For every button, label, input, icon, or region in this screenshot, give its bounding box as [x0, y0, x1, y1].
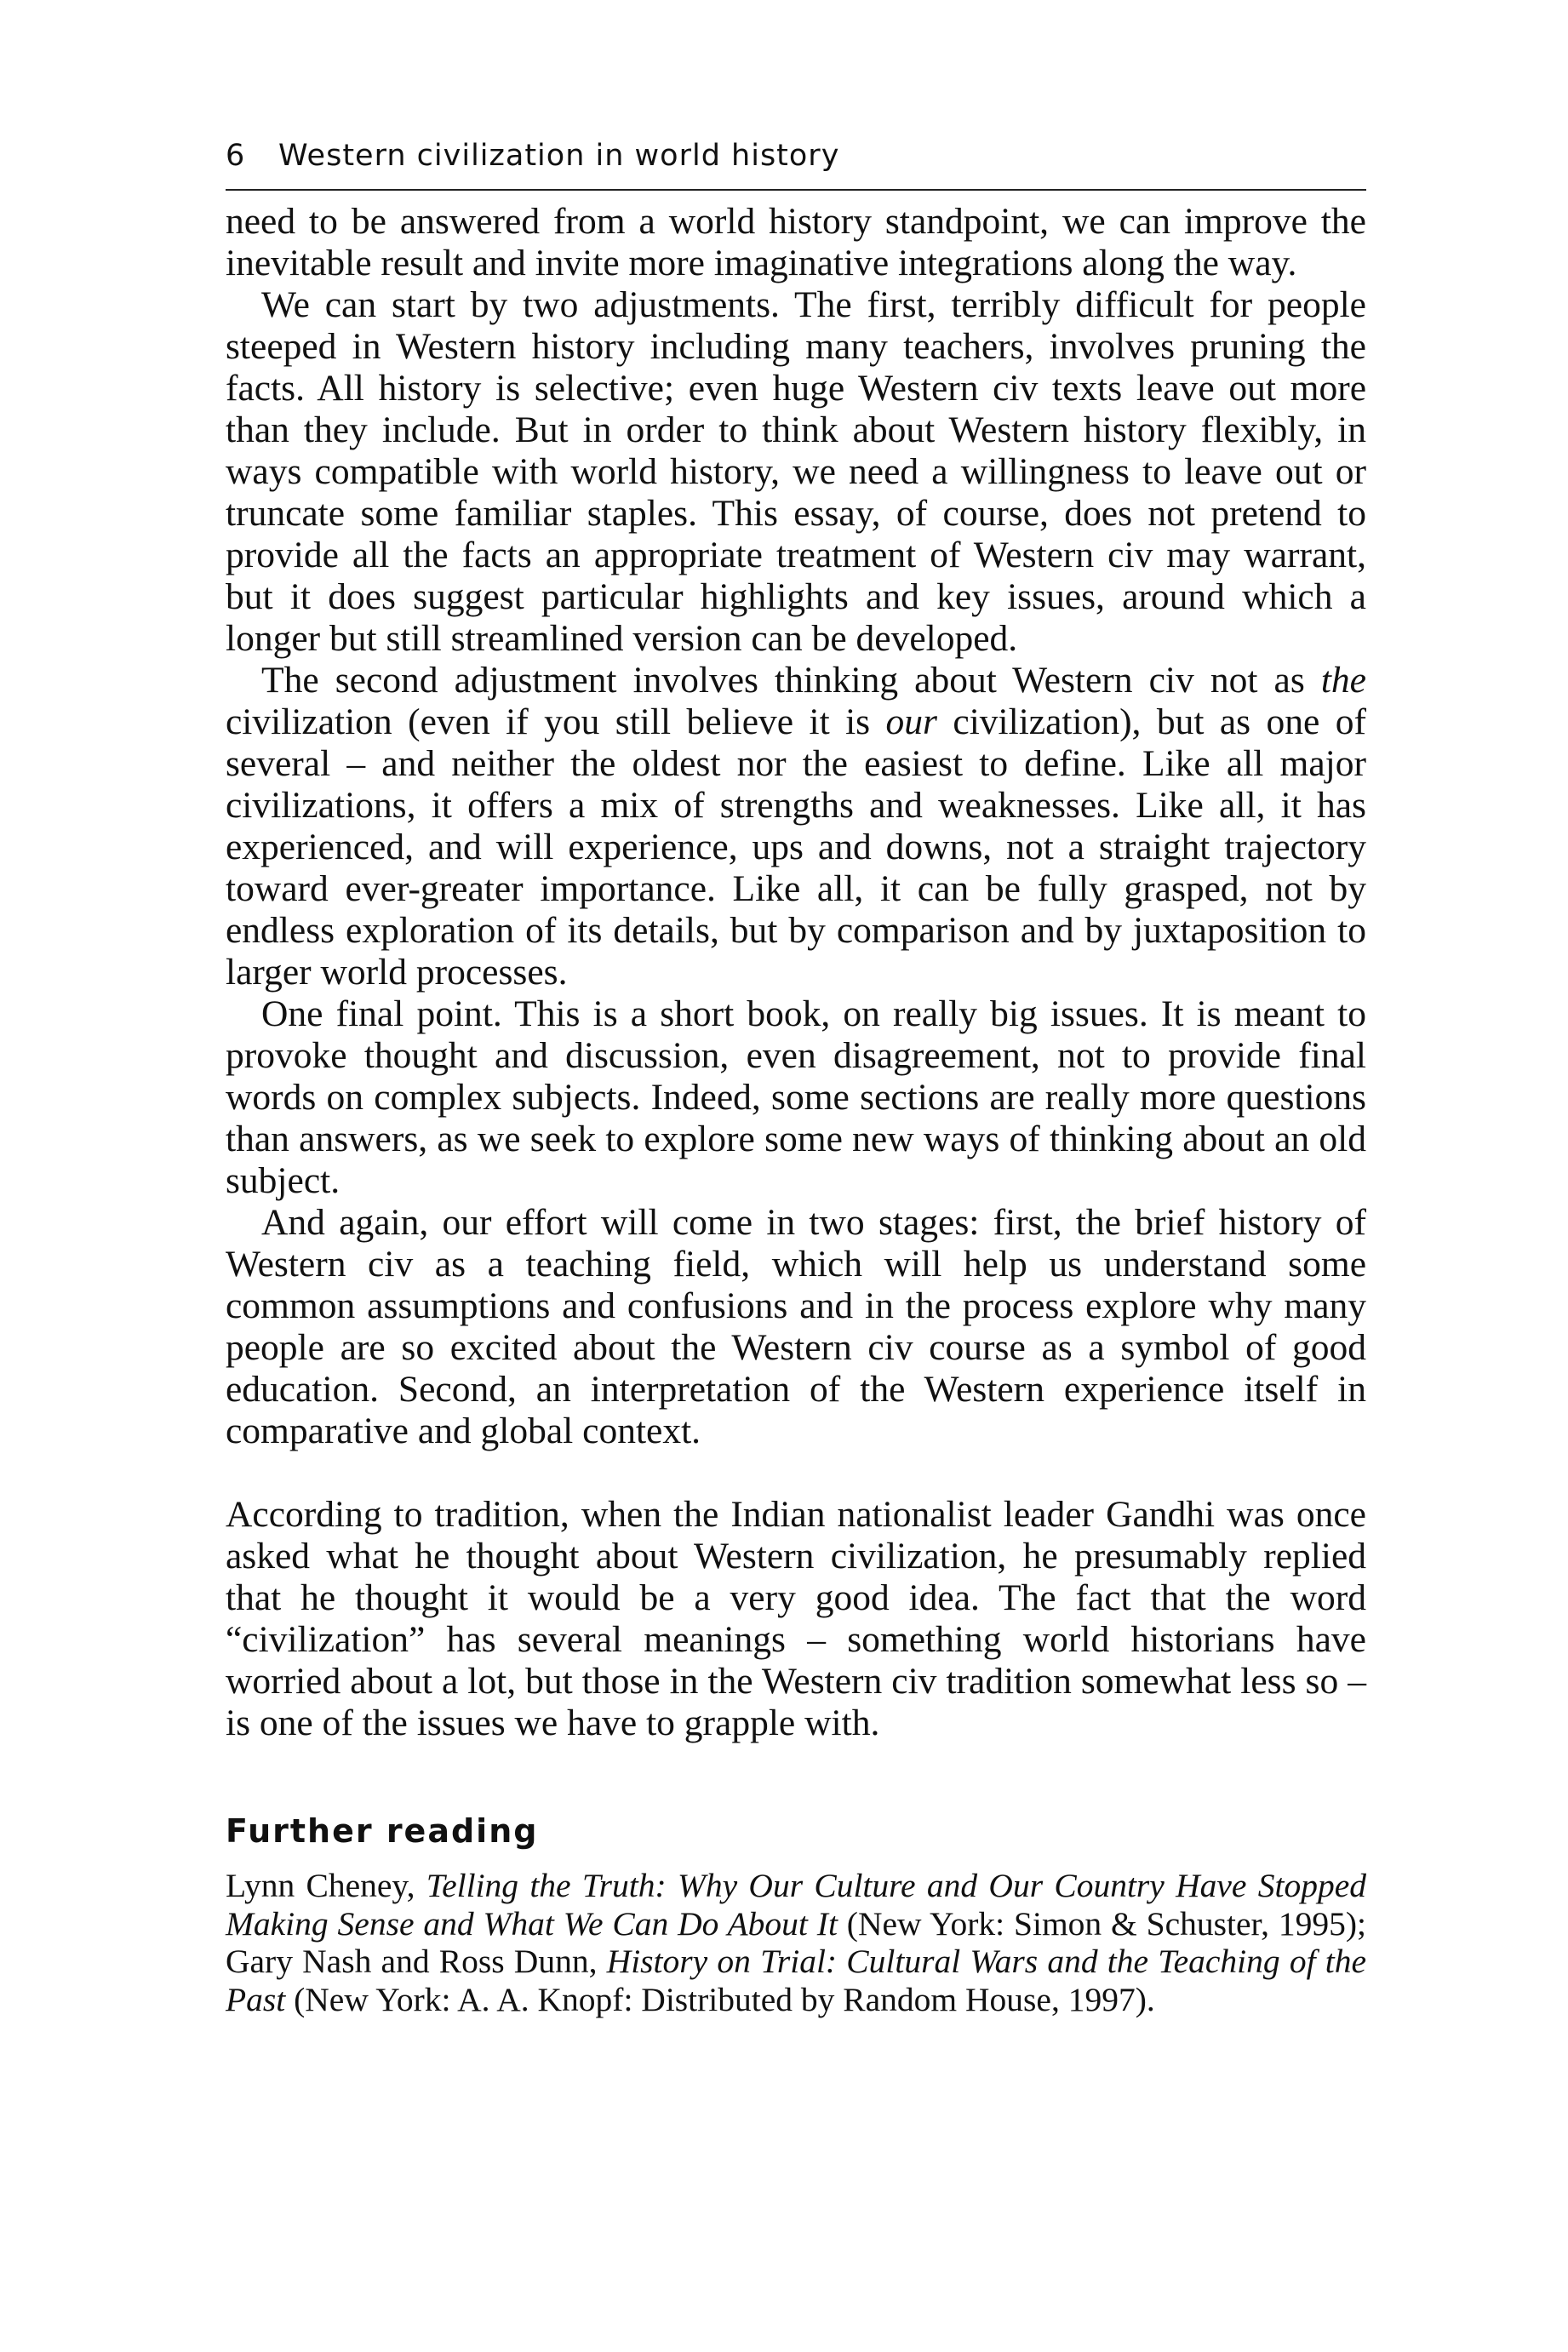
paragraph-2: We can start by two adjustments. The first, terribly difficult for people steeped in Western history including many teachers, involves pruning the facts. All history is selective; even huge Western civ texts leave out more than they include. But in order to think about Western history flexibly, in ways compatible with world history, we need a willingness to leave out or truncate some familiar staples. This essay, of course, does not pretend to provide all the facts an appropriate treatment of Western civ may warrant, but it does suggest particular highlights and key issues, around which a longer but still streamlined version can be developed.	[226, 284, 1366, 659]
paragraph-3-part-c: civilization), but as one of several – and neither the oldest nor the easiest to define. Like all major civilizations, it offers a mix of strengths and weaknesses. Like all, it has experienced, and will experience, ups and downs, not a straight trajectory toward ever-greater importance. Like all, it can be fully grasped, not by endless exploration of its details, but by comparison and by juxtaposition to larger world processes.	[226, 701, 1366, 993]
paragraph-4: One final point. This is a short book, on really big issues. It is meant to provoke thought and discussion, even disagreement, not to provide final words on complex subjects. Indeed, some sections are really more questions than answers, as we seek to explore some new ways of thinking about an old subject.	[226, 993, 1366, 1201]
reference-1-publisher: (New York: Simon & Schuster, 1995);	[837, 1904, 1366, 1943]
paragraph-1: need to be answered from a world history standpoint, we can improve the inevitable result and invite more imaginative integrations along the way.	[226, 201, 1366, 283]
reference-1-title: Telling the Truth: Why Our Culture and Our Country Have Stopped Making Sense and What We Can Do About It	[226, 1867, 1366, 1943]
body-text	[226, 201, 1366, 1744]
paragraph-3-part-a: The second adjustment involves thinking about Western civ not as	[261, 660, 1321, 701]
paragraph-3	[226, 660, 1366, 993]
reference-2-title: History on Trial: Cultural Wars and the Teaching of the Past	[226, 1943, 1367, 2018]
book-page	[226, 136, 1366, 2018]
running-head	[226, 136, 1366, 191]
paragraph-3-part-b: civilization (even if you still believe it is	[226, 701, 886, 742]
running-title: Western civilization in world history	[278, 139, 840, 173]
paragraph-3-emphasis-the: the	[1320, 660, 1366, 701]
paragraph-3-emphasis-our: our	[885, 701, 937, 742]
further-reading-list	[226, 1867, 1366, 2018]
further-reading-heading: Further reading	[226, 1812, 539, 1850]
page-number: 6	[226, 139, 246, 173]
reference-1-author: Lynn Cheney,	[226, 1867, 426, 1904]
paragraph-5: And again, our effort will come in two stages: first, the brief history of Western civ as a teaching field, which will help us understand some common assumptions and confusions and in the process explore why many people are so excited about the Western civ course as a symbol of good education. Second, an interpretation of the Western experience itself in comparative and global context.	[226, 1202, 1366, 1451]
paragraph-6: According to tradition, when the Indian nationalist leader Gandhi was once asked what he thought about Western civilization, he presumably replied that he thought it would be a very good idea. The fact that the word “civilization” has several meanings – something world historians have worried about a lot, but those in the Western civ tradition somewhat less so – is one of the issues we have to grapple with.	[226, 1494, 1366, 1743]
reference-2-author: Gary Nash and Ross Dunn,	[226, 1943, 607, 1980]
reference-2-publisher: (New York: A. A. Knopf: Distributed by Random House, 1997).	[285, 1980, 1155, 2018]
